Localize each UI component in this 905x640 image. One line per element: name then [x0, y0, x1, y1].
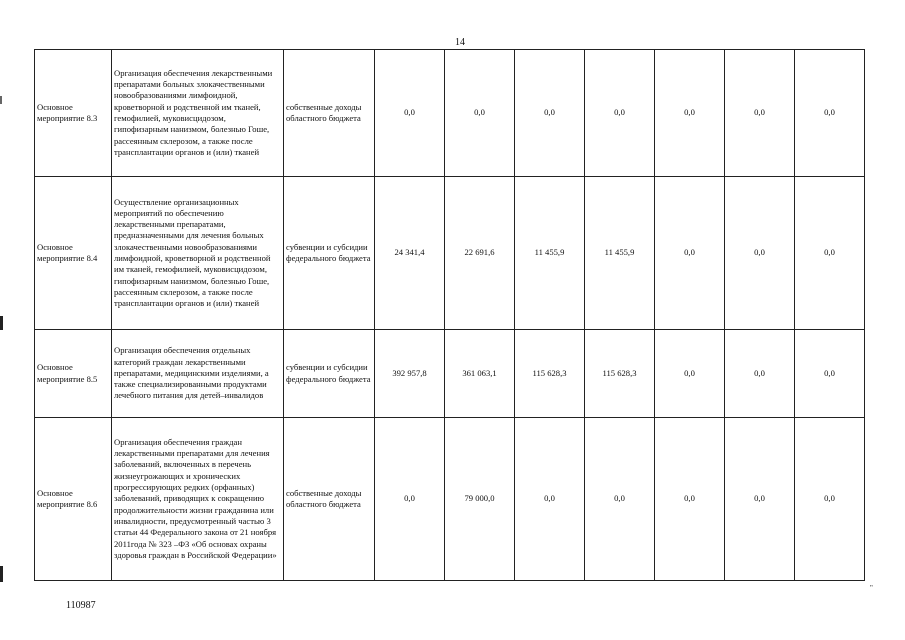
value-cell: 0,0 [725, 177, 795, 330]
value-cell: 22 691,6 [445, 177, 515, 330]
value-cell: 0,0 [515, 50, 585, 177]
event-name: Основное мероприятие 8.5 [35, 330, 112, 418]
value-cell: 11 455,9 [585, 177, 655, 330]
event-name: Основное мероприятие 8.4 [35, 177, 112, 330]
value-cell: 0,0 [655, 50, 725, 177]
table-row [35, 177, 865, 330]
value-cell: 0,0 [585, 50, 655, 177]
funding-source: субвенции и субсидии федерального бюджета [284, 177, 375, 330]
document-code: 110987 [66, 600, 96, 611]
table-row [35, 330, 865, 418]
value-cell: 24 341,4 [375, 177, 445, 330]
value-cell: 0,0 [795, 50, 865, 177]
event-description: Осуществление организационных мероприятий по обеспечению лекарственными препаратами, предназначенными для лечения больных злокачественными новообразованиями лимфоидной, кроветворной и родственной им тканей, гемофилией, муковисцидозом, гипофизарным нанизмом, болезнью Гоше, рассеянным склерозом, а также после трансплантации органов и (или) тканей [112, 177, 284, 330]
scan-edge-mark [0, 96, 2, 104]
value-cell: 0,0 [795, 177, 865, 330]
value-cell: 0,0 [375, 50, 445, 177]
value-cell: 0,0 [795, 330, 865, 418]
value-cell: 79 000,0 [445, 418, 515, 581]
value-cell: 361 063,1 [445, 330, 515, 418]
event-description: Организация обеспечения граждан лекарственными препаратами для лечения заболеваний, включенных в перечень жизнеугрожающих и хронических прогрессирующих редких (орфанных) заболеваний, приводящих к сокращению продолжительности жизни гражданина или инвалидности, предусмотренный частью 3 статьи 44 Федерального закона от 21 ноября 2011года № 323 –ФЗ «Об основах охраны здоровья граждан в Российской Федерации» [112, 418, 284, 581]
value-cell: 0,0 [795, 418, 865, 581]
value-cell: 0,0 [725, 50, 795, 177]
value-cell: 0,0 [585, 418, 655, 581]
value-cell: 0,0 [515, 418, 585, 581]
value-cell: 0,0 [655, 177, 725, 330]
event-name: Основное мероприятие 8.3 [35, 50, 112, 177]
funding-source: собственные доходы областного бюджета [284, 50, 375, 177]
value-cell: 0,0 [445, 50, 515, 177]
budget-table [34, 49, 865, 581]
value-cell: 11 455,9 [515, 177, 585, 330]
funding-source: субвенции и субсидии федерального бюджета [284, 330, 375, 418]
value-cell: 115 628,3 [585, 330, 655, 418]
funding-source: собственные доходы областного бюджета [284, 418, 375, 581]
table-row [35, 418, 865, 581]
event-description: Организация обеспечения лекарственными препаратами больных злокачественными новообразованиями лимфоидной, кроветворной и родственной им тканей, гемофилией, муковисцидозом, гипофизарным нанизмом, болезнью Гоше, рассеянным склерозом, а также после трансплантации органов и (или) тканей [112, 50, 284, 177]
scan-edge-mark [0, 566, 3, 582]
value-cell: 0,0 [375, 418, 445, 581]
page-number: 14 [455, 37, 465, 48]
value-cell: 0,0 [725, 330, 795, 418]
table-row [35, 50, 865, 177]
value-cell: 115 628,3 [515, 330, 585, 418]
corner-mark: " [870, 584, 873, 592]
value-cell: 0,0 [725, 418, 795, 581]
value-cell: 392 957,8 [375, 330, 445, 418]
scan-edge-mark [0, 316, 3, 330]
event-name: Основное мероприятие 8.6 [35, 418, 112, 581]
event-description: Организация обеспечения отдельных категорий граждан лекарственными препаратами, медицинскими изделиями, а также специализированными продуктами лечебного питания для детей–инвалидов [112, 330, 284, 418]
value-cell: 0,0 [655, 330, 725, 418]
value-cell: 0,0 [655, 418, 725, 581]
